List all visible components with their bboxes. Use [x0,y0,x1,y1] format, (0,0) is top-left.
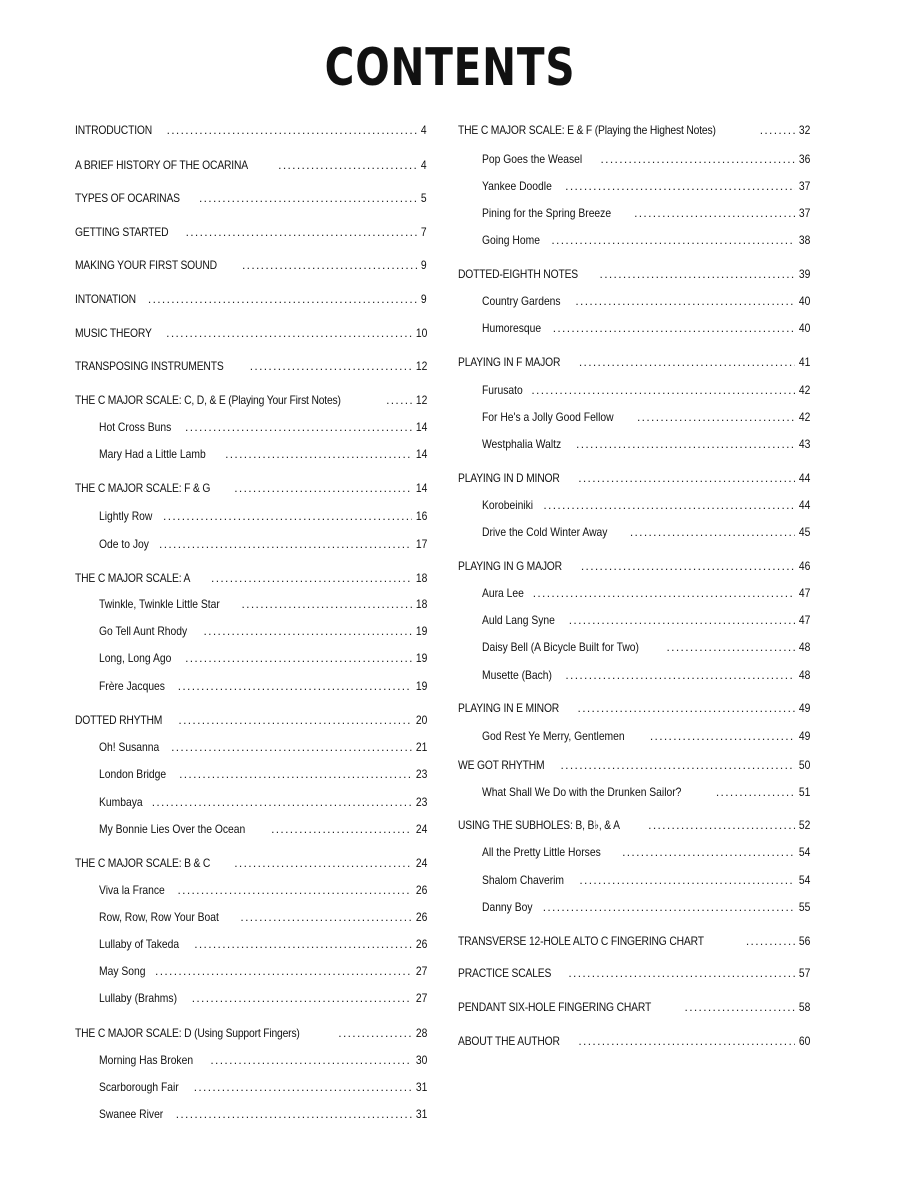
toc-page-number: 19 [415,651,427,665]
dot-leader [531,381,794,399]
dot-leader [178,711,411,729]
toc-entry-title: Yankee Doodle [482,179,552,193]
toc-entry-title: TYPES OF OCARINAS [75,191,180,205]
toc-section-entry [458,557,810,575]
toc-page-number: 39 [798,267,810,281]
dot-leader [271,820,412,838]
toc-subentry [99,1105,427,1123]
toc-page-number: 26 [415,883,427,897]
toc-entry-title: TRANSPOSING INSTRUMENTS [75,359,224,373]
toc-subentry [99,649,427,667]
toc-entry-title: Long, Long Ago [99,651,172,665]
toc-page-number: 12 [415,359,427,373]
toc-subentry [482,871,810,889]
toc-page-number: 9 [421,258,427,272]
toc-page-number: 27 [415,964,427,978]
toc-subentry [482,150,810,168]
toc-entry-title: ABOUT THE AUTHOR [458,1034,560,1048]
toc-entry-title: Row, Row, Row Your Boat [99,910,219,924]
toc-entry-title: PLAYING IN F MAJOR [458,355,561,369]
toc-subentry [482,408,810,426]
toc-section-entry [458,469,810,487]
toc-page-number: 28 [415,1026,427,1040]
dot-leader [234,479,411,497]
toc-entry-title: GETTING STARTED [75,225,169,239]
dot-leader [194,935,411,953]
toc-page-number: 48 [798,668,810,682]
toc-section-entry [75,290,427,308]
toc-page-number: 52 [798,818,810,832]
dot-leader [155,962,412,980]
dot-leader [630,523,795,541]
toc-section-entry [75,357,427,375]
toc-section-entry [75,391,427,409]
toc-page-number: 45 [798,525,810,539]
dot-leader [685,998,795,1016]
toc-page-number: 32 [798,123,810,137]
toc-subentry [482,381,810,399]
toc-entry-title: Danny Boy [482,900,533,914]
toc-section-entry [75,479,427,497]
toc-section-entry [75,256,427,274]
dot-leader [176,1105,412,1123]
toc-entry-title: Scarborough Fair [99,1080,179,1094]
toc-subentry [99,935,427,953]
dot-leader [210,1051,411,1069]
toc-section-entry [75,324,427,342]
toc-section-entry [75,121,427,139]
toc-page-number: 57 [798,966,810,980]
toc-page-number: 54 [798,873,810,887]
toc-subentry [99,820,427,838]
toc-entry-title: A BRIEF HISTORY OF THE OCARINA [75,158,249,172]
toc-entry-title: Twinkle, Twinkle Little Star [99,597,220,611]
toc-entry-title: Aura Lee [482,586,524,600]
toc-page-number: 14 [415,420,427,434]
toc-section-entry [75,1024,427,1042]
toc-entry-title: My Bonnie Lies Over the Ocean [99,822,246,836]
toc-page-number: 54 [798,845,810,859]
toc-page-number: 41 [798,355,810,369]
toc-subentry [99,881,427,899]
dot-leader [240,908,411,926]
toc-page-number: 9 [421,292,427,306]
dot-leader [634,204,795,222]
dot-leader [600,265,795,283]
toc-page-number: 14 [415,447,427,461]
toc-page-number: 5 [421,191,427,205]
toc-entry-title: Lightly Row [99,509,153,523]
toc-section-entry [458,998,810,1016]
toc-entry-title: Kumbaya [99,795,143,809]
toc-entry-title: All the Pretty Little Horses [482,845,601,859]
toc-entry-title: Oh! Susanna [99,740,160,754]
toc-section-entry [458,964,810,982]
toc-page-number: 10 [415,326,427,340]
toc-page-number: 42 [798,410,810,424]
toc-entry-title: Auld Lang Syne [482,613,555,627]
toc-entry-title: PLAYING IN E MINOR [458,701,560,715]
dot-leader [199,189,418,207]
toc-subentry [482,177,810,195]
dot-leader [159,535,412,553]
toc-subentry [482,523,810,541]
toc-subentry [99,507,427,525]
toc-entry-title: PLAYING IN G MAJOR [458,559,562,573]
dot-leader [569,611,795,629]
toc-subentry [482,292,810,310]
toc-page-number: 19 [415,624,427,638]
dot-leader [565,177,794,195]
dot-leader [578,699,795,717]
toc-entry-title: Pining for the Spring Breeze [482,206,612,220]
toc-page-number: 21 [415,740,427,754]
toc-entry-title: Pop Goes the Weasel [482,152,583,166]
dot-leader [579,871,794,889]
toc-subentry [482,584,810,602]
dot-leader [185,649,412,667]
toc-subentry [482,898,810,916]
toc-entry-title: Go Tell Aunt Rhody [99,624,188,638]
dot-leader [553,319,795,337]
toc-entry-title: PRACTICE SCALES [458,966,552,980]
toc-page-number: 55 [798,900,810,914]
toc-page-number: 50 [798,758,810,772]
toc-subentry [99,1078,427,1096]
toc-subentry [482,638,810,656]
toc-entry-title: THE C MAJOR SCALE: D (Using Support Fingers) [75,1026,300,1040]
toc-page-number: 56 [798,934,810,948]
toc-entry-title: May Song [99,964,146,978]
dot-leader [167,121,419,139]
dot-leader [171,738,412,756]
dot-leader [234,854,411,872]
toc-entry-title: Humoresque [482,321,542,335]
dot-leader [242,595,412,613]
toc-section-entry [75,189,427,207]
toc-section-entry [75,854,427,872]
dot-leader [667,638,795,656]
toc-page-number: 44 [798,498,810,512]
toc-page-number: 20 [415,713,427,727]
toc-subentry [99,765,427,783]
dot-leader [561,756,795,774]
toc-entry-title: Morning Has Broken [99,1053,194,1067]
toc-page-number: 43 [798,437,810,451]
dot-leader [716,783,795,801]
dot-leader [578,469,794,487]
dot-leader [578,1032,794,1050]
toc-subentry [482,496,810,514]
toc-page-number: 19 [415,679,427,693]
toc-entry-title: DOTTED RHYTHM [75,713,163,727]
toc-section-entry [458,353,810,371]
toc-entry-title: Daisy Bell (A Bicycle Built for Two) [482,640,639,654]
toc-page-number: 40 [798,294,810,308]
toc-entry-title: Drive the Cold Winter Away [482,525,608,539]
dot-leader [568,964,794,982]
toc-section-entry [458,1032,810,1050]
dot-leader [565,666,794,684]
toc-page-number: 37 [798,206,810,220]
toc-subentry [99,622,427,640]
toc-entry-title: Ode to Joy [99,537,149,551]
toc-page-number: 31 [415,1107,427,1121]
toc-entry-title: Korobeiniki [482,498,534,512]
toc-section-entry [75,569,427,587]
dot-leader [194,1078,412,1096]
toc-page-number: 16 [415,509,427,523]
toc-entry-title: MUSIC THEORY [75,326,152,340]
toc-section-entry [458,816,810,834]
toc-entry-title: Frère Jacques [99,679,165,693]
toc-entry-title: PLAYING IN D MINOR [458,471,560,485]
toc-subentry [482,319,810,337]
toc-page-number: 23 [415,767,427,781]
toc-page-number: 48 [798,640,810,654]
toc-page-number: 7 [421,225,427,239]
toc-page-number: 24 [415,822,427,836]
dot-leader [746,932,795,950]
toc-page-number: 36 [798,152,810,166]
dot-leader [338,1024,411,1042]
dot-leader [152,793,412,811]
toc-entry-title: INTONATION [75,292,136,306]
dot-leader [278,156,418,174]
dot-leader [242,256,418,274]
toc-entry-title: PENDANT SIX-HOLE FINGERING CHART [458,1000,652,1014]
dot-leader [637,408,795,426]
dot-leader [601,150,795,168]
toc-page-number: 14 [415,481,427,495]
toc-subentry [99,445,427,463]
toc-page-number: 49 [798,701,810,715]
toc-subentry [99,962,427,980]
toc-entry-title: THE C MAJOR SCALE: E & F (Playing the Highest Notes) [458,123,716,137]
dot-leader [250,357,412,375]
toc-page-number: 47 [798,613,810,627]
toc-entry-title: Lullaby (Brahms) [99,991,178,1005]
toc-entry-title: TRANSVERSE 12-HOLE ALTO C FINGERING CHART [458,934,704,948]
toc-section-entry [458,265,810,283]
toc-page-number: 18 [415,571,427,585]
toc-entry-title: USING THE SUBHOLES: B, B♭, & A [458,818,620,832]
dot-leader [185,418,412,436]
toc-subentry [482,783,810,801]
toc-page-number: 31 [415,1080,427,1094]
toc-page-number: 60 [798,1034,810,1048]
dot-leader [225,445,412,463]
toc-entry-title: Hot Cross Buns [99,420,172,434]
dot-leader [581,557,795,575]
toc-subentry [482,435,810,453]
toc-subentry [99,535,427,553]
dot-leader [211,569,412,587]
toc-page-number: 47 [798,586,810,600]
toc-entry-title: Mary Had a Little Lamb [99,447,206,461]
toc-page-number: 46 [798,559,810,573]
toc-entry-title: Furusato [482,383,523,397]
dot-leader [148,290,418,308]
dot-leader [579,353,795,371]
dot-leader [650,727,795,745]
toc-subentry [99,595,427,613]
toc-page-number: 38 [798,233,810,247]
dot-leader [204,622,412,640]
toc-page-number: 18 [415,597,427,611]
toc-subentry [482,231,810,249]
toc-subentry [482,204,810,222]
toc-entry-title: London Bridge [99,767,167,781]
toc-entry-title: WE GOT RHYTHM [458,758,545,772]
toc-section-entry [458,121,810,139]
dot-leader [543,898,795,916]
toc-page-number: 44 [798,471,810,485]
toc-subentry [99,738,427,756]
toc-entry-title: Shalom Chaverim [482,873,565,887]
toc-entry-title: INTRODUCTION [75,123,153,137]
page-title: CONTENTS [324,38,576,98]
toc-subentry [482,727,810,745]
toc-entry-title: What Shall We Do with the Drunken Sailor? [482,785,682,799]
toc-entry-title: Country Gardens [482,294,561,308]
toc-entry-title: Going Home [482,233,540,247]
dot-leader [622,843,795,861]
toc-entry-title: Westphalia Waltz [482,437,562,451]
dot-leader [551,231,794,249]
toc-entry-title: THE C MAJOR SCALE: B & C [75,856,211,870]
toc-page-number: 26 [415,937,427,951]
toc-section-entry [458,699,810,717]
toc-subentry [99,677,427,695]
toc-section-entry [75,223,427,241]
dot-leader [192,989,412,1007]
toc-page-number: 49 [798,729,810,743]
dot-leader [177,881,411,899]
toc-page-number: 4 [421,158,427,172]
toc-entry-title: God Rest Ye Merry, Gentlemen [482,729,625,743]
toc-entry-title: For He's a Jolly Good Fellow [482,410,614,424]
toc-page-number: 26 [415,910,427,924]
toc-section-entry [458,932,810,950]
toc-entry-title: Swanee River [99,1107,164,1121]
toc-page-number: 51 [798,785,810,799]
toc-section-entry [458,756,810,774]
toc-page-number: 4 [421,123,427,137]
toc-entry-title: MAKING YOUR FIRST SOUND [75,258,217,272]
toc-subentry [99,1051,427,1069]
dot-leader [533,584,795,602]
toc-page-number: 42 [798,383,810,397]
toc-page-number: 27 [415,991,427,1005]
toc-section-entry [75,711,427,729]
dot-leader [178,677,412,695]
dot-leader [186,223,419,241]
toc-subentry [99,908,427,926]
toc-subentry [482,611,810,629]
toc-subentry [99,793,427,811]
dot-leader [163,507,412,525]
toc-subentry [482,843,810,861]
toc-entry-title: Lullaby of Takeda [99,937,180,951]
toc-page-number: 17 [415,537,427,551]
dot-leader [760,121,795,139]
toc-subentry [99,418,427,436]
toc-page-number: 23 [415,795,427,809]
toc-entry-title: Viva la France [99,883,165,897]
toc-entry-title: DOTTED-EIGHTH NOTES [458,267,579,281]
dot-leader [648,816,794,834]
toc-page-number: 24 [415,856,427,870]
toc-page-number: 40 [798,321,810,335]
toc-subentry [99,989,427,1007]
toc-section-entry [75,156,427,174]
toc-page-number: 30 [415,1053,427,1067]
dot-leader [179,765,412,783]
toc-entry-title: THE C MAJOR SCALE: C, D, & E (Playing Your First Notes) [75,393,341,407]
dot-leader [543,496,794,514]
dot-leader [575,292,794,310]
toc-page-number: 37 [798,179,810,193]
toc-entry-title: THE C MAJOR SCALE: F & G [75,481,211,495]
dot-leader [386,391,412,409]
toc-page-number: 58 [798,1000,810,1014]
toc-entry-title: Musette (Bach) [482,668,552,682]
toc-subentry [482,666,810,684]
toc-entry-title: THE C MAJOR SCALE: A [75,571,191,585]
toc-page-number: 12 [415,393,427,407]
dot-leader [166,324,411,342]
dot-leader [576,435,795,453]
